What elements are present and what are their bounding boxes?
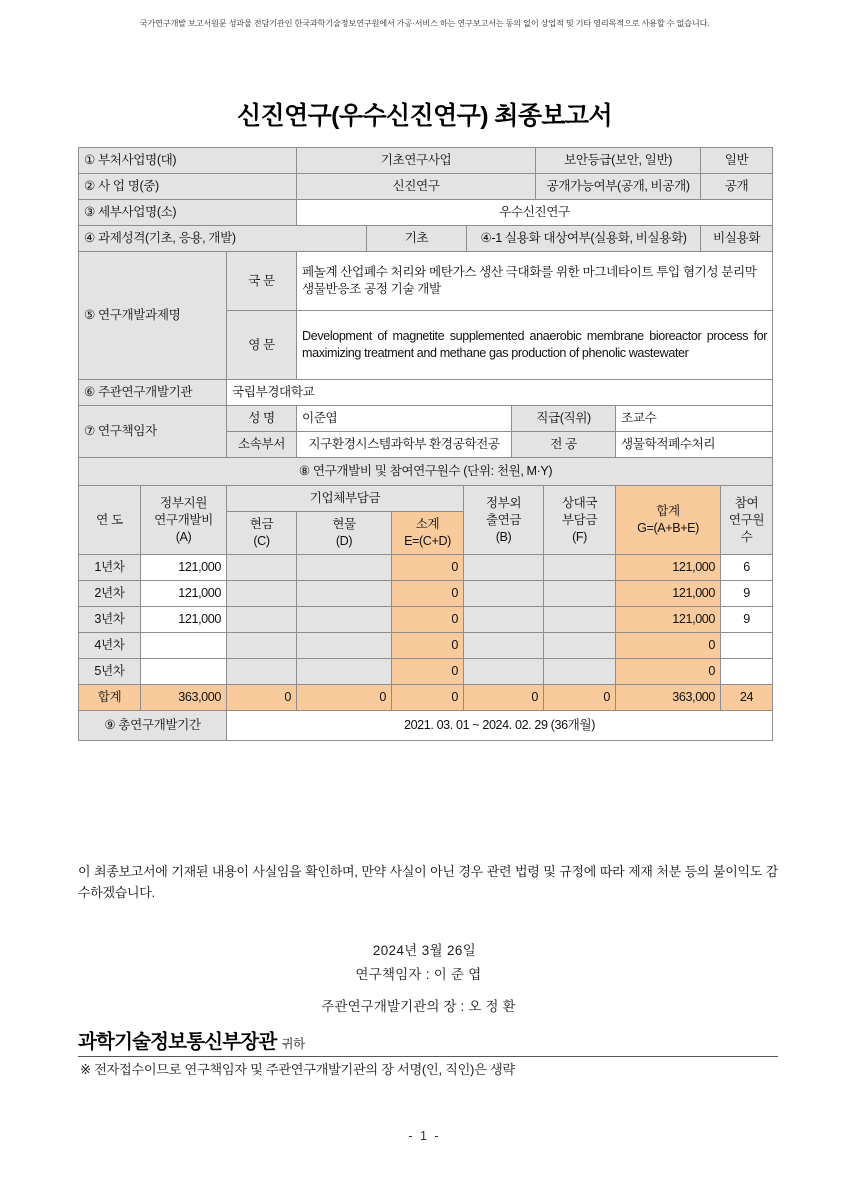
row3-value: 우수신진연구 [297, 200, 773, 226]
budget-cell-inkind [297, 581, 392, 607]
period-table [78, 710, 773, 741]
table-row-4 [79, 226, 773, 252]
budget-cell-subtotal: 0 [392, 607, 464, 633]
budget-total-year: 합계 [79, 685, 141, 711]
budget-cell-year: 5년차 [79, 659, 141, 685]
budget-total-gov: 363,000 [141, 685, 227, 711]
budget-col-corp-group: 기업체부담금 [227, 486, 464, 512]
table-row-5-korean [79, 252, 773, 311]
budget-cell-inkind [297, 555, 392, 581]
budget-cell-inkind [297, 633, 392, 659]
row5-english-label: 영 문 [227, 311, 297, 380]
row7-label: ⑦ 연구책임자 [79, 406, 227, 458]
budget-caption-row [79, 458, 773, 486]
budget-cell-gov [141, 659, 227, 685]
table-row [79, 581, 773, 607]
budget-cell-total: 121,000 [616, 607, 721, 633]
row1-side-value: 일반 [701, 148, 773, 174]
report-cover-table [78, 147, 772, 741]
budget-col-cash-l2: (C) [253, 534, 270, 548]
budget-col-subtotal-l1: 소계 [415, 517, 440, 531]
budget-cell-cash [227, 633, 297, 659]
signature-principal-investigator: 연구책임자 : 이 준 엽 [355, 967, 482, 982]
budget-col-cash-l1: 현금 [249, 517, 274, 531]
budget-cell-total: 0 [616, 633, 721, 659]
minister-honorific: 귀하 [281, 1037, 305, 1051]
budget-col-year [79, 486, 141, 555]
budget-cell-staff: 9 [721, 607, 773, 633]
row2-side-label: 공개가능여부(공개, 비공개) [536, 174, 701, 200]
row1-side-label: 보안등급(보안, 일반) [536, 148, 701, 174]
budget-cell-total: 121,000 [616, 581, 721, 607]
budget-cell-partner [544, 555, 616, 581]
row7-name-value: 이준엽 [297, 406, 512, 432]
budget-cell-partner [544, 581, 616, 607]
row7-major-label: 전 공 [512, 432, 616, 458]
confirmation-statement: 이 최종보고서에 기재된 내용이 사실임을 확인하며, 만약 사실이 아닌 경우 관련 법령 및 규정에 따라 제재 처분 등의 불이익도 감수하겠습니다. [78, 864, 778, 901]
budget-cell-partner [544, 659, 616, 685]
row9-value: 2021. 03. 01 ~ 2024. 02. 29 (36개월) [227, 711, 773, 741]
minister-addressee [78, 1026, 778, 1057]
row4-label: ④ 과제성격(기초, 응용, 개발) [79, 226, 367, 252]
budget-total-staff: 24 [721, 685, 773, 711]
budget-col-gov-l1: 정부지원 [159, 495, 208, 510]
budget-cell-cash [227, 555, 297, 581]
table-row-3 [79, 200, 773, 226]
page-number: - 1 - [408, 1129, 441, 1143]
budget-cell-nongov [464, 555, 544, 581]
budget-col-gov-l3: (A) [175, 529, 192, 544]
copyright-notice: 국가연구개발 보고서원문 성과물 전담기관인 한국과학기술정보연구원에서 가공·서비스 하는 연구보고서는 동의 없이 상업적 및 기타 영리목적으로 사용할 수 없습니다. [139, 19, 710, 28]
row7-rank-value: 조교수 [616, 406, 773, 432]
budget-col-inkind [297, 512, 392, 555]
row6-label: ⑥ 주관연구개발기관 [79, 380, 227, 406]
table-row-6 [79, 380, 773, 406]
budget-cell-total: 0 [616, 659, 721, 685]
budget-col-staff-l1: 참여 [734, 495, 759, 510]
budget-cell-subtotal: 0 [392, 633, 464, 659]
budget-cell-gov: 121,000 [141, 581, 227, 607]
table-row [79, 659, 773, 685]
budget-cell-staff: 6 [721, 555, 773, 581]
budget-cell-partner [544, 633, 616, 659]
budget-cell-year: 2년차 [79, 581, 141, 607]
budget-col-gov [141, 486, 227, 555]
row7-dept-label: 소속부서 [227, 432, 297, 458]
budget-cell-staff [721, 633, 773, 659]
row7-name-label: 성 명 [227, 406, 297, 432]
table-row [79, 607, 773, 633]
row1-value: 기초연구사업 [297, 148, 536, 174]
budget-cell-gov [141, 633, 227, 659]
budget-total-subtotal: 0 [392, 685, 464, 711]
budget-cell-staff: 9 [721, 581, 773, 607]
budget-total-partner: 0 [544, 685, 616, 711]
budget-col-cash [227, 512, 297, 555]
row5-korean-label: 국 문 [227, 252, 297, 311]
row1-label: ① 부처사업명(대) [79, 148, 297, 174]
row5-english-value: Development of magnetite supplemented anaerobic membrane bioreactor process for maximizing treatment and methane gas production of phenolic wastewater [297, 311, 773, 380]
budget-col-nongov [464, 486, 544, 555]
row5-label: ⑤ 연구개발과제명 [79, 252, 227, 380]
row2-side-value: 공개 [701, 174, 773, 200]
budget-cell-staff [721, 659, 773, 685]
budget-col-staff [721, 486, 773, 555]
row2-label: ② 사 업 명(중) [79, 174, 297, 200]
budget-col-partner-l3: (F) [572, 529, 587, 544]
budget-col-gov-l2: 연구개발비 [154, 512, 213, 527]
row2-value: 신진연구 [297, 174, 536, 200]
budget-cell-total: 121,000 [616, 555, 721, 581]
budget-col-partner-l2: 부담금 [561, 512, 598, 527]
budget-total-total: 363,000 [616, 685, 721, 711]
budget-cell-inkind [297, 659, 392, 685]
budget-col-nongov-l2: 출연금 [485, 512, 522, 527]
budget-col-year-label: 연 도 [96, 512, 123, 527]
table-row-7-name [79, 406, 773, 432]
budget-col-inkind-l2: (D) [335, 534, 353, 548]
budget-cell-subtotal: 0 [392, 581, 464, 607]
budget-cell-nongov [464, 581, 544, 607]
row7-rank-label: 직급(직위) [512, 406, 616, 432]
budget-col-subtotal [392, 512, 464, 555]
row9-label: ⑨ 총연구개발기간 [79, 711, 227, 741]
budget-cell-year: 4년차 [79, 633, 141, 659]
budget-total-nongov: 0 [464, 685, 544, 711]
budget-col-subtotal-l2: E=(C+D) [404, 534, 451, 548]
budget-col-total [616, 486, 721, 555]
budget-cell-nongov [464, 633, 544, 659]
budget-cell-gov: 121,000 [141, 555, 227, 581]
budget-cell-subtotal: 0 [392, 555, 464, 581]
electronic-submission-note: ※ 전자접수이므로 연구책임자 및 주관연구개발기관의 장 서명(인, 직인)은 생략 [80, 1062, 515, 1077]
budget-col-partner [544, 486, 616, 555]
budget-cell-cash [227, 581, 297, 607]
budget-col-nongov-l1: 정부외 [485, 495, 522, 510]
budget-cell-gov: 121,000 [141, 607, 227, 633]
row4-side-label: ④-1 실용화 대상여부(실용화, 비실용화) [467, 226, 701, 252]
budget-table [78, 485, 773, 711]
budget-cell-nongov [464, 659, 544, 685]
budget-total-row [79, 685, 773, 711]
budget-total-inkind: 0 [297, 685, 392, 711]
signature-organization-head: 주관연구개발기관의 장 : 오 정 환 [321, 999, 516, 1014]
budget-caption: ⑧ 연구개발비 및 참여연구원수 (단위: 천원, M·Y) [79, 458, 773, 486]
row4-value: 기초 [367, 226, 467, 252]
budget-cell-partner [544, 607, 616, 633]
row3-label: ③ 세부사업명(소) [79, 200, 297, 226]
row7-dept-value: 지구환경시스템과학부 환경공학전공 [297, 432, 512, 458]
budget-col-inkind-l1: 현물 [332, 517, 356, 531]
table-row [79, 633, 773, 659]
row5-korean-value: 페놀계 산업폐수 처리와 메탄가스 생산 극대화를 위한 마그네타이트 투입 혐기성 분리막 생물반응조 공정 기술 개발 [297, 252, 773, 311]
budget-total-cash: 0 [227, 685, 297, 711]
minister-title: 과학기술정보통신부장관 [78, 1031, 277, 1053]
budget-cell-cash [227, 659, 297, 685]
budget-col-staff-l2: 연구원수 [728, 512, 765, 544]
page-title: 신진연구(우수신진연구) 최종보고서 [236, 102, 613, 130]
budget-cell-year: 3년차 [79, 607, 141, 633]
budget-header-row-1 [79, 486, 773, 512]
budget-cell-inkind [297, 607, 392, 633]
budget-col-total-l1: 합계 [656, 504, 680, 518]
row7-major-value: 생물학적폐수처리 [616, 432, 773, 458]
budget-col-nongov-l3: (B) [495, 529, 512, 544]
table-row [79, 555, 773, 581]
budget-col-partner-l1: 상대국 [561, 495, 598, 510]
budget-cell-cash [227, 607, 297, 633]
budget-cell-subtotal: 0 [392, 659, 464, 685]
budget-col-total-l2: G=(A+B+E) [637, 521, 699, 535]
table-row-9 [79, 711, 773, 741]
row6-value: 국립부경대학교 [227, 380, 773, 406]
budget-cell-year: 1년차 [79, 555, 141, 581]
budget-cell-nongov [464, 607, 544, 633]
table-row-2 [79, 174, 773, 200]
table-row-1 [79, 148, 773, 174]
signature-date: 2024년 3월 26일 [372, 943, 477, 958]
row4-side-value: 비실용화 [701, 226, 773, 252]
